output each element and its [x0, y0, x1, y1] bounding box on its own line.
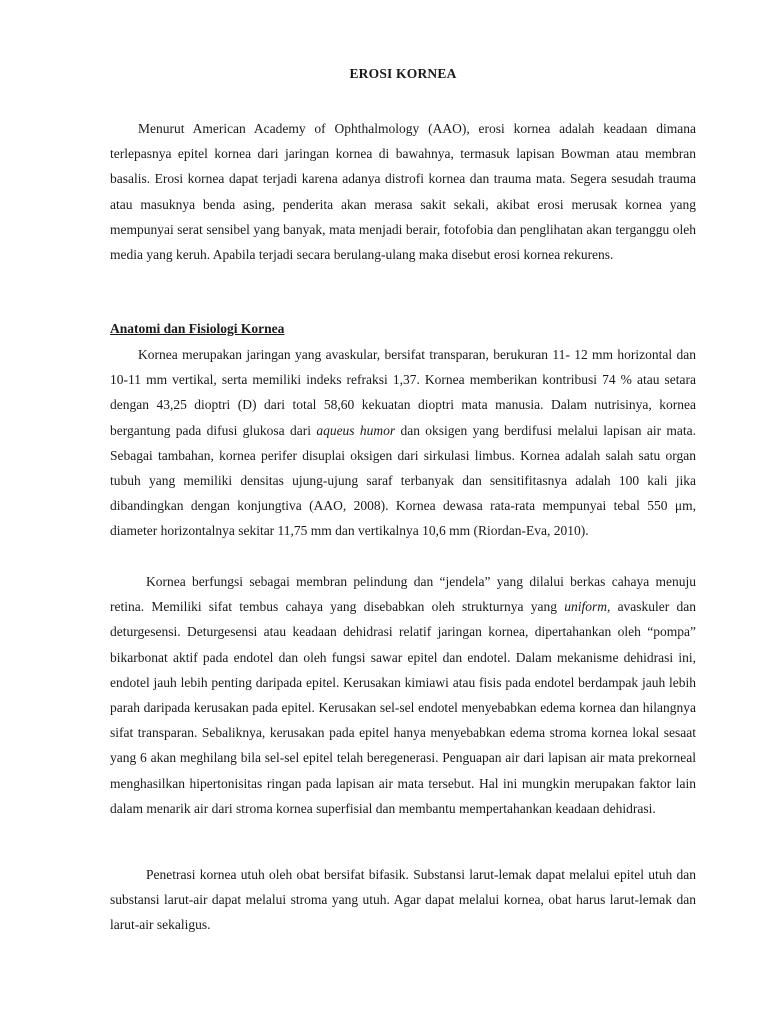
paragraph-fungsi-text-1: Kornea berfungsi sebagai membran pelindung dan “jendela” yang dilalui berkas cahaya menuju retina. Memiliki sifat tembus cahaya yang disebabkan oleh strukturnya yang: [110, 574, 696, 615]
section-heading-anatomi: Anatomi dan Fisiologi Kornea: [110, 321, 285, 336]
paragraph-fungsi: [110, 569, 696, 821]
document-page: [110, 0, 696, 1024]
paragraph-fungsi-italic-term: uniform: [564, 599, 607, 615]
paragraph-anatomi-text-1: Kornea merupakan jaringan yang avaskular, bersifat transparan, berukuran 11- 12 mm horizontal dan 10-11 mm vertikal, serta memiliki indeks refraksi 1,37. Kornea memberikan kontribusi 74 % atau setara dengan 43,25 dioptri (D) dari total 58,60 kekuatan dioptri mata manusia. Dalam nutrisinya, kornea bergantung pada difusi glukosa dari: [110, 347, 696, 438]
paragraph-fungsi-text-2: , avaskuler dan deturgesensi. Deturgesensi atau keadaan dehidrasi relatif jaringan kornea, dipertahankan oleh “pompa” bikarbonat aktif pada endotel dan oleh fungsi sawar epitel dan endotel. Dalam mekanisme dehidrasi ini, endotel jauh lebih penting daripada epitel. Kerusakan kimiawi atau fisis pada endotel berdampak jauh lebih parah daripada kerusakan pada epitel. Kerusakan sel-sel endotel menyebabkan edema kornea dan hilangnya sifat transparan. Sebaliknya, kerusakan pada epitel hanya menyebabkan edema stroma kornea lokal sesaat yang 6 akan meghilang bila sel-sel epitel telah beregenerasi. Penguapan air dari lapisan air mata prekorneal menghasilkan hipertonisitas ringan pada lapisan air mata tersebut. Hal ini mungkin merupakan faktor lain dalam menarik air dari stroma kornea superfisial dan membantu mempertahankan keadaan dehidrasi.: [110, 599, 696, 816]
paragraph-intro: Menurut American Academy of Ophthalmology (AAO), erosi kornea adalah keadaan dimana terlepasnya epitel kornea dari jaringan kornea di bawahnya, termasuk lapisan Bowman atau membran basalis. Erosi kornea dapat terjadi karena adanya distrofi kornea dan trauma mata. Segera sesudah trauma atau masuknya benda asing, penderita akan merasa sakit sekali, akibat erosi merusak kornea yang mempunyai serat sensibel yang banyak, mata menjadi berair, fotofobia dan penglihatan akan terganggu oleh media yang keruh. Apabila terjadi secara berulang-ulang maka disebut erosi kornea rekurens.: [110, 121, 696, 263]
document-title: EROSI KORNEA: [349, 66, 457, 81]
paragraph-anatomi-text-2: dan oksigen yang berdifusi melalui lapisan air mata. Sebagai tambahan, kornea perifer disuplai oksigen dari sirkulasi limbus. Kornea adalah salah satu organ tubuh yang memiliki densitas ujung-ujung saraf terbanyak dan sensitifitasnya adalah 100 kali jika dibandingkan dengan konjungtiva (AAO, 2008). Kornea dewasa rata-rata mempunyai tebal 550 μm, diameter horizontalnya sekitar 11,75 mm dan vertikalnya 10,6 mm (Riordan-Eva, 2010).: [110, 422, 696, 539]
paragraph-anatomi: [110, 342, 696, 544]
paragraph-penetrasi: Penetrasi kornea utuh oleh obat bersifat bifasik. Substansi larut-lemak dapat melalui epitel utuh dan substansi larut-air dapat melalui stroma yang utuh. Agar dapat melalui kornea, obat harus larut-lemak dan larut-air sekaligus.: [110, 867, 696, 933]
paragraph-anatomi-italic-term: aqueus humor: [316, 422, 396, 438]
